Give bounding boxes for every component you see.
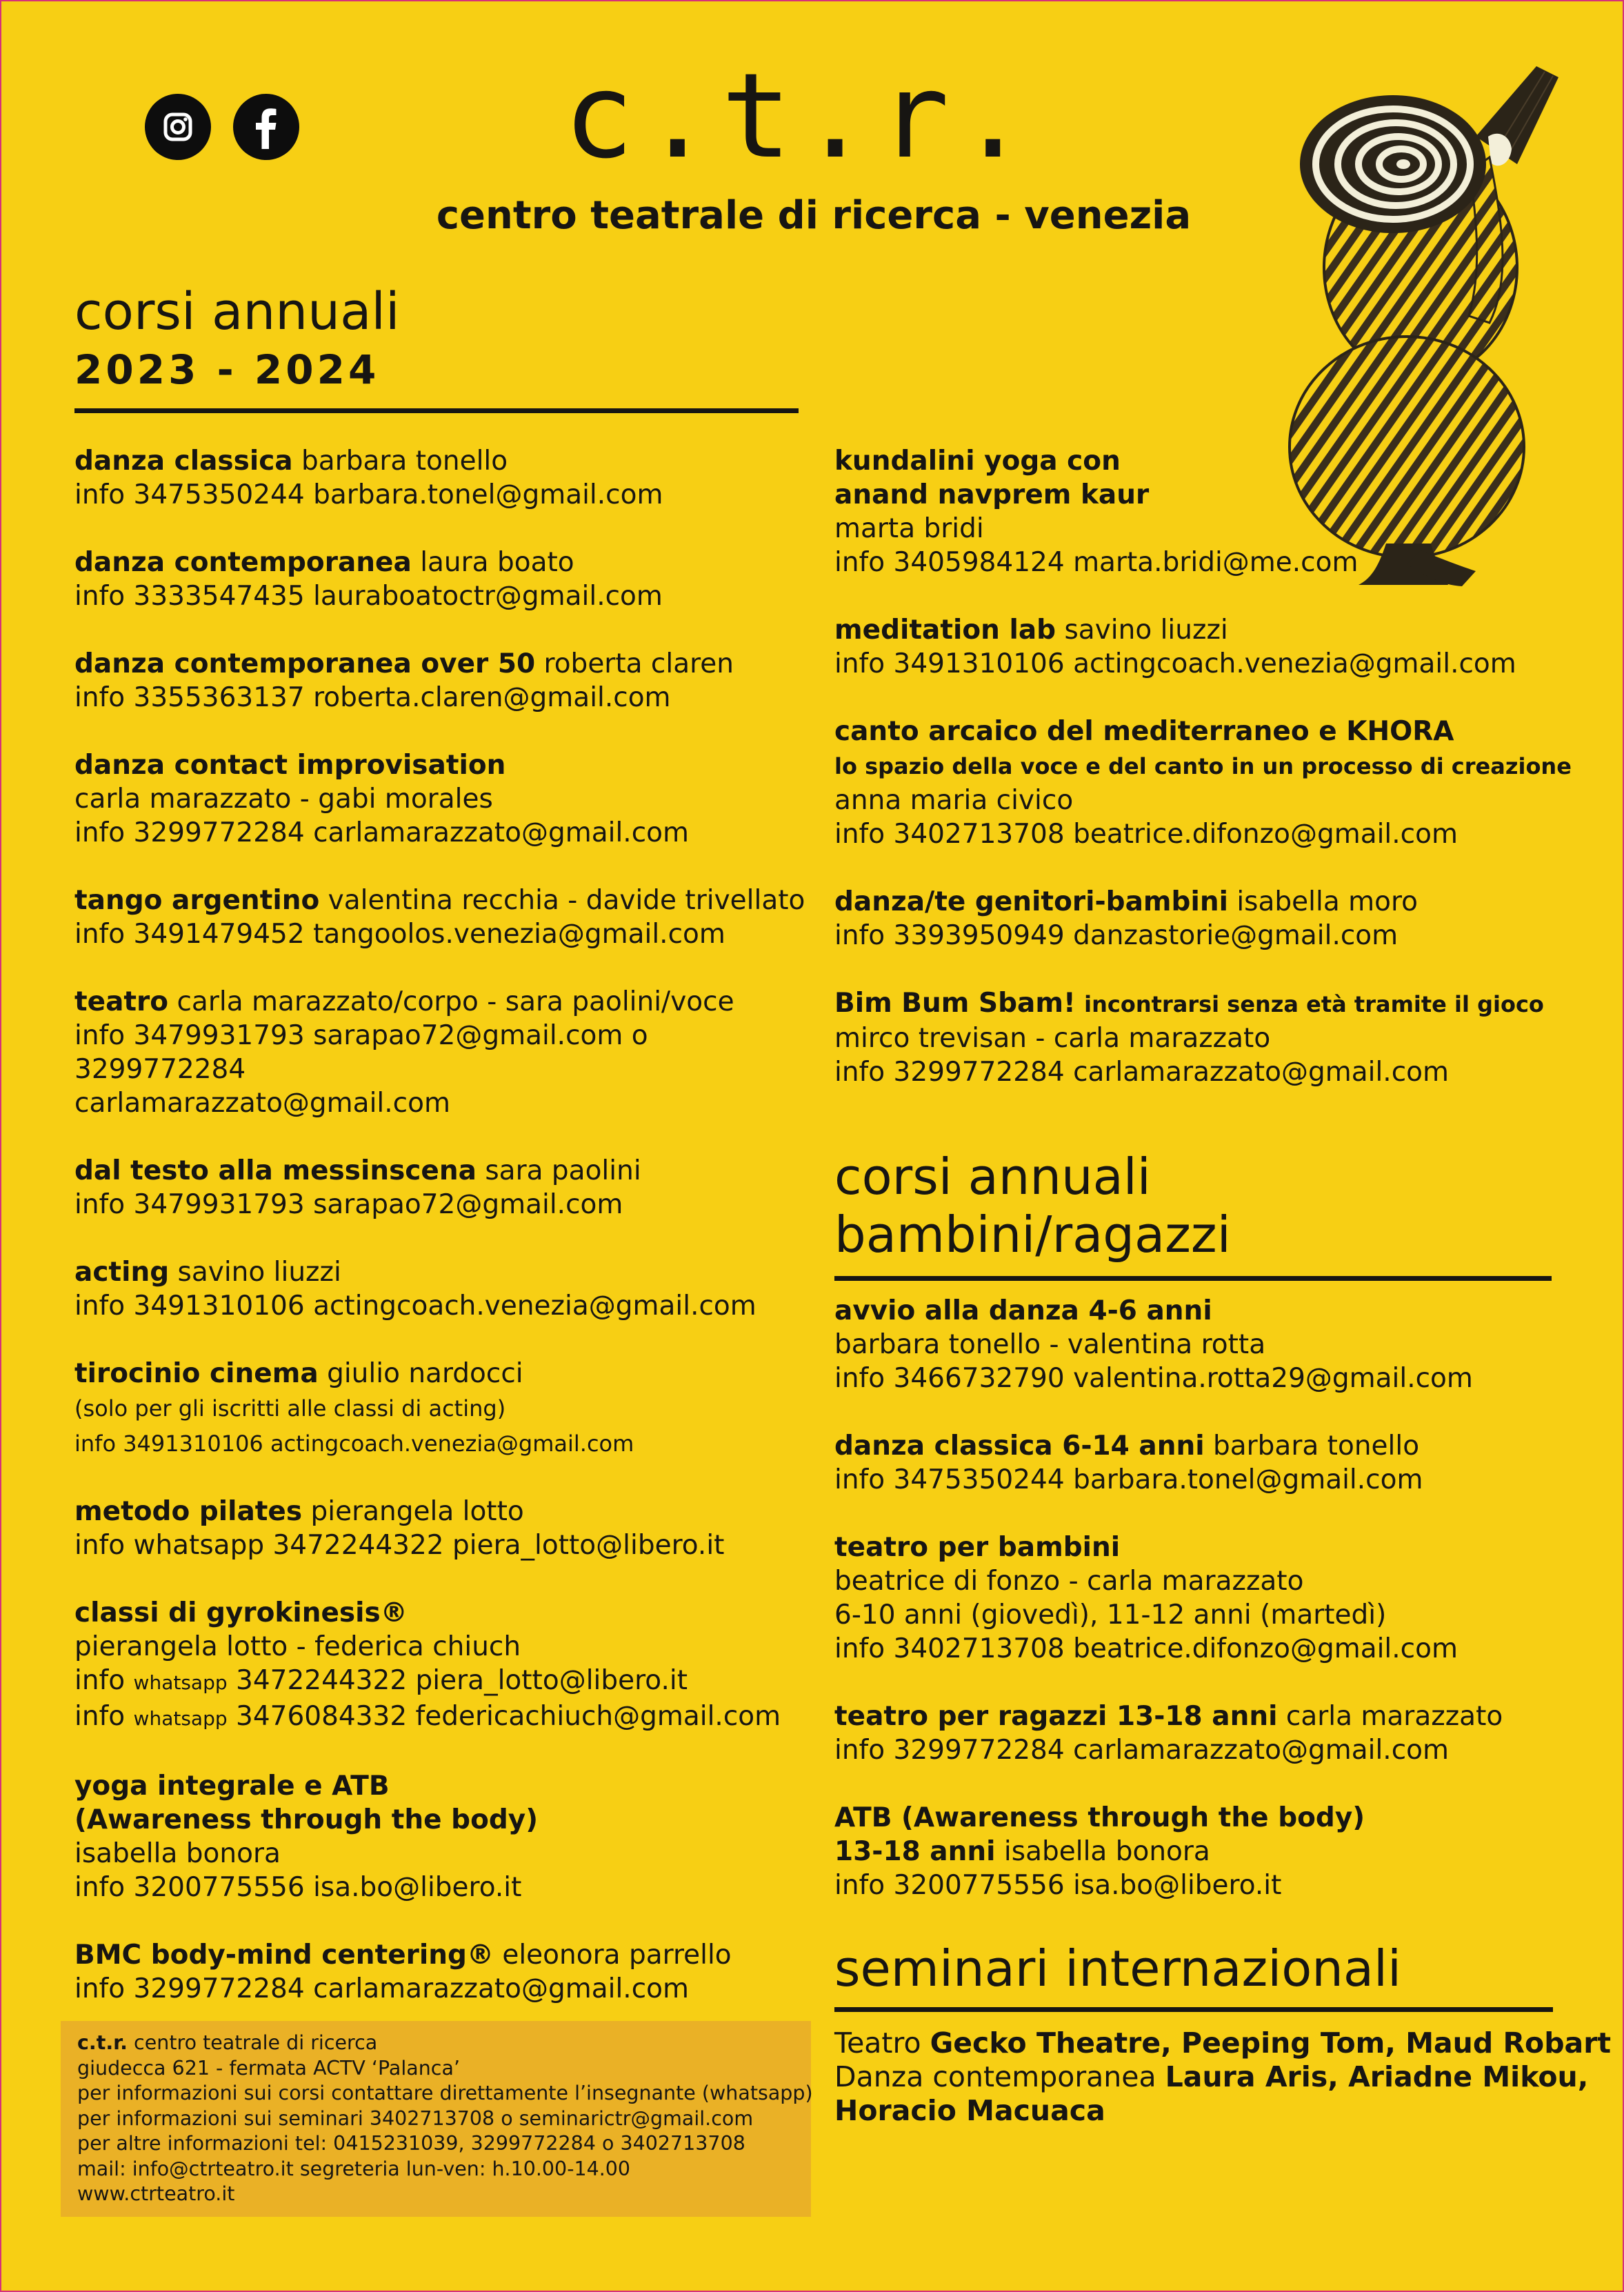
detail-text: beatrice di fonzo - carla marazzato bbox=[834, 1566, 1304, 1597]
text-line bbox=[834, 613, 1586, 647]
text-line bbox=[834, 1429, 1586, 1463]
text-line bbox=[77, 2182, 794, 2207]
text-line bbox=[834, 1835, 1586, 1869]
detail-text: pierangela lotto bbox=[302, 1496, 524, 1527]
text-line bbox=[834, 512, 1586, 546]
text-line bbox=[834, 1362, 1586, 1395]
detail-text: per informazioni sui seminari 3402713708 o seminarictr@gmail.com bbox=[77, 2106, 754, 2130]
text-line bbox=[74, 1803, 805, 1837]
text-line bbox=[834, 1733, 1586, 1767]
course-entry bbox=[74, 647, 805, 715]
text-line bbox=[834, 2026, 1612, 2060]
text-line bbox=[834, 1801, 1586, 1835]
course-title: acting bbox=[74, 1257, 170, 1288]
text-line bbox=[74, 1357, 805, 1391]
detail-text: 6-10 anni (giovedì), 11-12 anni (martedì) bbox=[834, 1600, 1387, 1631]
text-line bbox=[834, 1328, 1586, 1362]
detail-text: marta bridi bbox=[834, 513, 984, 544]
course-title: incontrarsi senza età tramite il gioco bbox=[1084, 991, 1544, 1017]
text-line bbox=[834, 647, 1586, 681]
text-line bbox=[74, 1053, 805, 1086]
course-entry bbox=[74, 748, 805, 850]
text-line bbox=[74, 478, 805, 512]
text-line bbox=[74, 1972, 805, 2006]
kids-title-line1: corsi annuali bbox=[834, 1148, 1151, 1206]
course-title: classi di gyrokinesis® bbox=[74, 1597, 408, 1628]
text-line bbox=[834, 1700, 1586, 1733]
text-line bbox=[74, 1154, 805, 1188]
annual-courses-heading bbox=[74, 281, 799, 397]
text-line bbox=[834, 546, 1586, 579]
course-title: Bim Bum Sbam! bbox=[834, 988, 1076, 1019]
text-line bbox=[77, 2081, 813, 2106]
course-entry bbox=[834, 1801, 1586, 1902]
detail-text: info 3200775556 isa.bo@libero.it bbox=[74, 1872, 522, 1903]
course-title: ATB (Awareness through the body) bbox=[834, 1802, 1365, 1833]
detail-text: info whatsapp 3472244322 piera_lotto@libero.it bbox=[74, 1530, 725, 1561]
divider-kids bbox=[834, 1276, 1552, 1281]
course-entry bbox=[74, 444, 805, 512]
course-entry bbox=[74, 985, 805, 1120]
text-line bbox=[834, 2060, 1600, 2094]
contact-footer bbox=[61, 2021, 811, 2217]
course-title: danza classica bbox=[74, 446, 293, 477]
text-line bbox=[834, 919, 1586, 953]
course-entry bbox=[834, 1294, 1586, 1395]
text-line bbox=[834, 1022, 1586, 1055]
course-entry bbox=[74, 884, 805, 951]
detail-text: info 3402713708 beatrice.difonzo@gmail.com bbox=[834, 1633, 1458, 1664]
course-entry bbox=[74, 1938, 805, 2006]
detail-text: 3299772284 bbox=[74, 1054, 246, 1085]
detail-text: sara paolini bbox=[476, 1155, 641, 1186]
course-entry bbox=[834, 986, 1586, 1089]
detail-text: info 3466732790 valentina.rotta29@gmail.com bbox=[834, 1363, 1473, 1394]
subtitle: centro teatrale di ricerca - venezia bbox=[436, 193, 1192, 238]
detail-text: info 3475350244 barbara.tonel@gmail.com bbox=[74, 479, 663, 510]
course-entry bbox=[74, 1596, 805, 1735]
text-line bbox=[74, 917, 805, 951]
detail-text: info 3299772284 carlamarazzato@gmail.com bbox=[74, 817, 690, 848]
detail-text: info 3402713708 beatrice.difonzo@gmail.com bbox=[834, 819, 1458, 850]
text-line bbox=[834, 986, 1586, 1022]
detail-text: info 3475350244 barbara.tonel@gmail.com bbox=[834, 1464, 1423, 1495]
text-line bbox=[74, 546, 805, 579]
detail-text: per informazioni sui corsi contattare direttamente l’insegnante (whatsapp) bbox=[77, 2082, 813, 2104]
facebook-icon[interactable] bbox=[233, 94, 299, 160]
course-title: danza contemporanea over 50 bbox=[74, 648, 536, 679]
text-line bbox=[74, 884, 805, 917]
detail-text: 3472244322 piera_lotto@libero.it bbox=[227, 1665, 688, 1696]
text-line bbox=[74, 816, 805, 850]
seminars-heading: seminari internazionali bbox=[834, 1940, 1402, 1997]
annual-courses-right bbox=[834, 444, 1586, 1123]
course-title: danza classica 6-14 anni bbox=[834, 1431, 1205, 1462]
kids-courses-list bbox=[834, 1294, 1586, 1936]
detail-text: laura boato bbox=[411, 547, 574, 578]
text-line bbox=[74, 1188, 805, 1222]
text-line bbox=[834, 1632, 1586, 1666]
text-line bbox=[77, 2056, 794, 2082]
course-entry bbox=[834, 1700, 1586, 1767]
course-entry bbox=[834, 444, 1586, 579]
detail-text bbox=[1076, 988, 1084, 1019]
detail-text: info 3491479452 tangoolos.venezia@gmail.com bbox=[74, 919, 725, 950]
detail-text: barbara tonello - valentina rotta bbox=[834, 1329, 1266, 1360]
text-line bbox=[834, 1869, 1586, 1902]
text-line bbox=[834, 1294, 1586, 1328]
course-title: danza/te genitori-bambini bbox=[834, 886, 1228, 917]
text-line bbox=[74, 1426, 805, 1461]
detail-text: mail: info@ctrteatro.it segreteria lun-ven: h.10.00-14.00 bbox=[77, 2157, 631, 2180]
detail-text: giudecca 621 - fermata ACTV ‘Palanca’ bbox=[77, 2056, 460, 2080]
detail-text: info 3479931793 sarapao72@gmail.com bbox=[74, 1189, 623, 1220]
text-line bbox=[74, 1700, 805, 1735]
course-entry bbox=[834, 885, 1586, 953]
detail-text: savino liuzzi bbox=[1056, 615, 1228, 646]
detail-text: Danza contemporanea bbox=[834, 2060, 1165, 2093]
course-title: Horacio Macuaca bbox=[834, 2094, 1105, 2127]
course-title: teatro per ragazzi 13-18 anni bbox=[834, 1701, 1278, 1732]
detail-text: whatsapp bbox=[133, 1707, 228, 1730]
text-line bbox=[74, 1086, 805, 1120]
divider-seminars bbox=[834, 2007, 1553, 2012]
course-title: Laura Aris, Ariadne Mikou, bbox=[1165, 2060, 1589, 2093]
course-entry bbox=[74, 1495, 805, 1562]
text-line bbox=[834, 1463, 1586, 1497]
detail-text: giulio nardocci bbox=[318, 1358, 523, 1389]
divider-annual bbox=[74, 408, 799, 413]
text-line bbox=[77, 2131, 794, 2157]
text-line bbox=[74, 985, 805, 1019]
course-entry bbox=[74, 1154, 805, 1222]
detail-text: info 3200775556 isa.bo@libero.it bbox=[834, 1870, 1282, 1901]
course-title: (Awareness through the body) bbox=[74, 1804, 539, 1835]
detail-text: info 3355363137 roberta.claren@gmail.com bbox=[74, 682, 671, 713]
text-line bbox=[834, 2094, 1600, 2128]
text-line bbox=[74, 1596, 805, 1630]
detail-text: valentina recchia - davide trivellato bbox=[319, 885, 805, 916]
text-line bbox=[74, 1837, 805, 1871]
course-title: metodo pilates bbox=[74, 1496, 303, 1527]
text-line bbox=[834, 444, 1586, 478]
detail-text: info 3393950949 danzastorie@gmail.com bbox=[834, 920, 1399, 951]
detail-text: info bbox=[74, 1665, 134, 1696]
course-title: tango argentino bbox=[74, 885, 320, 916]
course-entry bbox=[834, 715, 1586, 851]
course-title: canto arcaico del mediterraneo e KHORA bbox=[834, 716, 1454, 747]
detail-text: (solo per gli iscritti alle classi di acting) bbox=[74, 1395, 506, 1422]
course-title: teatro per bambini bbox=[834, 1532, 1121, 1563]
text-line bbox=[834, 885, 1586, 919]
text-line bbox=[74, 647, 805, 681]
text-line bbox=[77, 2031, 794, 2056]
detail-text: info 3491310106 actingcoach.venezia@gmail.com bbox=[74, 1291, 756, 1322]
text-line bbox=[834, 1564, 1586, 1598]
course-title: tirocinio cinema bbox=[74, 1358, 319, 1389]
course-entry bbox=[834, 1429, 1586, 1497]
ctr-logo: c.t.r. bbox=[563, 48, 1037, 185]
course-title: avvio alla danza 4-6 anni bbox=[834, 1295, 1212, 1326]
detail-text: carla marazzato bbox=[1277, 1701, 1503, 1732]
detail-text: www.ctrteatro.it bbox=[77, 2182, 235, 2205]
course-title: BMC body-mind centering® bbox=[74, 1940, 494, 1971]
detail-text: barbara tonello bbox=[1204, 1431, 1420, 1462]
course-entry bbox=[74, 1357, 805, 1461]
course-title: danza contact improvisation bbox=[74, 750, 506, 781]
text-line bbox=[74, 748, 805, 782]
course-entry bbox=[74, 1255, 805, 1323]
text-line bbox=[74, 681, 805, 715]
text-line bbox=[834, 1055, 1586, 1089]
detail-text: anna maria civico bbox=[834, 785, 1074, 816]
text-line bbox=[74, 782, 805, 816]
detail-text: isabella moro bbox=[1227, 886, 1419, 917]
course-title: anand navprem kaur bbox=[834, 479, 1150, 510]
text-line bbox=[834, 478, 1586, 512]
detail-text: isabella bonora bbox=[995, 1836, 1210, 1867]
detail-text: info bbox=[74, 1701, 134, 1732]
detail-text: roberta claren bbox=[535, 648, 734, 679]
detail-text: per altre informazioni tel: 0415231039, 3299772284 o 3402713708 bbox=[77, 2132, 745, 2155]
course-title: lo spazio della voce e del canto in un processo di creazione bbox=[834, 753, 1572, 779]
text-line bbox=[834, 715, 1586, 748]
detail-text: 3476084332 federicachiuch@gmail.com bbox=[227, 1701, 781, 1732]
detail-text: info 3405984124 marta.bridi@me.com bbox=[834, 547, 1359, 578]
text-line bbox=[74, 1019, 805, 1053]
fan-shape bbox=[1476, 66, 1558, 164]
detail-text: info 3333547435 lauraboatoctr@gmail.com bbox=[74, 581, 663, 612]
text-line bbox=[74, 1255, 805, 1289]
text-line bbox=[77, 2106, 794, 2132]
annual-courses-left bbox=[74, 444, 805, 2040]
text-line bbox=[74, 1769, 805, 1803]
detail-text: Teatro bbox=[834, 2026, 930, 2060]
detail-text: carla marazzato - gabi morales bbox=[74, 784, 493, 815]
detail-text: barbara tonello bbox=[292, 446, 508, 477]
course-entry bbox=[834, 613, 1586, 681]
course-title: teatro bbox=[74, 986, 169, 1017]
detail-text: isabella bonora bbox=[74, 1838, 281, 1869]
detail-text: eleonora parrello bbox=[493, 1940, 732, 1971]
course-title: dal testo alla messinscena bbox=[74, 1155, 477, 1186]
text-line bbox=[74, 1630, 805, 1664]
course-entry bbox=[74, 546, 805, 613]
course-title: meditation lab bbox=[834, 615, 1056, 646]
detail-text: carlamarazzato@gmail.com bbox=[74, 1088, 450, 1119]
kids-title-line2: bambini/ragazzi bbox=[834, 1206, 1231, 1264]
detail-text: info 3491310106 actingcoach.venezia@gmail.com bbox=[834, 648, 1516, 679]
detail-text: info 3299772284 carlamarazzato@gmail.com bbox=[834, 1057, 1450, 1088]
text-line bbox=[74, 1289, 805, 1323]
seminars-list bbox=[834, 2026, 1612, 2128]
text-line bbox=[74, 444, 805, 478]
detail-text: info 3491310106 actingcoach.venezia@gmail.com bbox=[74, 1431, 634, 1457]
text-line bbox=[834, 748, 1586, 784]
detail-text: pierangela lotto - federica chiuch bbox=[74, 1631, 521, 1662]
annual-title: corsi annuali bbox=[74, 282, 400, 341]
text-line bbox=[74, 1664, 805, 1700]
detail-text: info 3479931793 sarapao72@gmail.com o bbox=[74, 1020, 648, 1051]
text-line bbox=[74, 1871, 805, 1904]
detail-text: info 3299772284 carlamarazzato@gmail.com bbox=[74, 1973, 690, 2004]
course-title: c.t.r. bbox=[77, 2031, 128, 2054]
course-title: yoga integrale e ATB bbox=[74, 1771, 390, 1802]
course-entry bbox=[74, 1769, 805, 1904]
detail-text: savino liuzzi bbox=[169, 1257, 341, 1288]
annual-years: 2023 - 2024 bbox=[74, 346, 380, 393]
text-line bbox=[74, 1495, 805, 1528]
detail-text: carla marazzato/corpo - sara paolini/voce bbox=[168, 986, 734, 1017]
text-line bbox=[77, 2157, 794, 2182]
text-line bbox=[834, 817, 1586, 851]
course-title: kundalini yoga con bbox=[834, 446, 1121, 477]
text-line bbox=[74, 1391, 805, 1426]
text-line bbox=[834, 784, 1586, 817]
text-line bbox=[74, 579, 805, 613]
course-title: danza contemporanea bbox=[74, 547, 412, 578]
kids-courses-heading bbox=[834, 1148, 1231, 1264]
text-line bbox=[834, 1598, 1586, 1632]
text-line bbox=[834, 1531, 1586, 1564]
detail-text: mirco trevisan - carla marazzato bbox=[834, 1023, 1271, 1054]
course-title: 13-18 anni bbox=[834, 1836, 996, 1867]
detail-text: centro teatrale di ricerca bbox=[128, 2031, 378, 2054]
instagram-icon[interactable] bbox=[145, 94, 211, 160]
detail-text: info 3299772284 carlamarazzato@gmail.com bbox=[834, 1735, 1450, 1766]
detail-text: whatsapp bbox=[133, 1671, 228, 1694]
text-line bbox=[74, 1528, 805, 1562]
course-title: Gecko Theatre, Peeping Tom, Maud Robart bbox=[930, 2026, 1612, 2060]
text-line bbox=[74, 1938, 805, 1972]
course-entry bbox=[834, 1531, 1586, 1666]
